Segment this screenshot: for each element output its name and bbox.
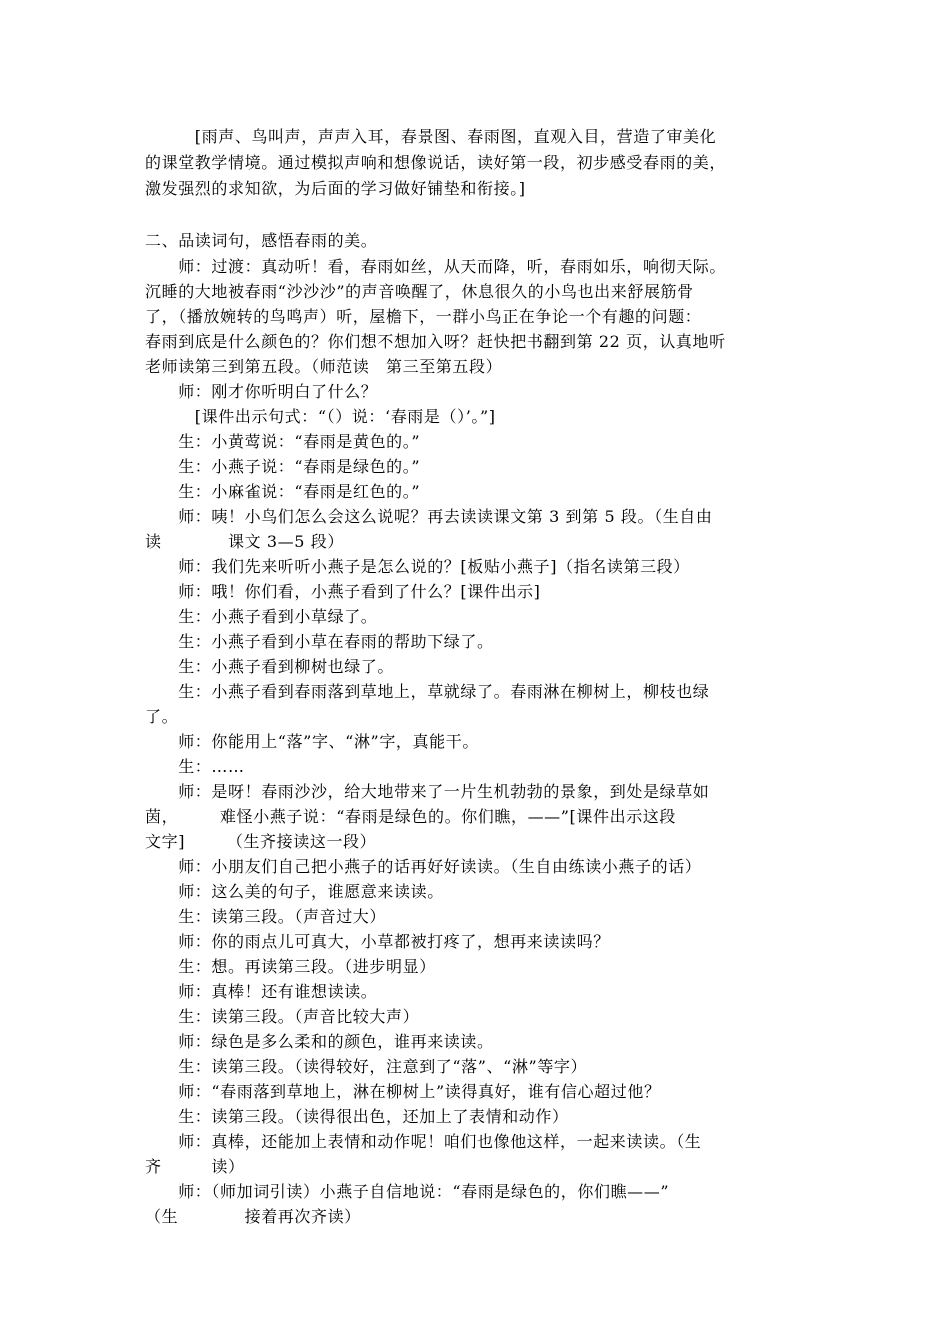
dialogue-line: 师：刚才你听明白了什么？ xyxy=(145,382,378,401)
dialogue-line: 生：小燕子看到柳树也绿了。 xyxy=(145,657,395,676)
dialogue-line: 生：小燕子看到春雨落到草地上，草就绿了。春雨淋在柳树上，柳枝也绿 xyxy=(145,682,710,701)
dialogue-line: 齐 读） xyxy=(145,1157,245,1176)
dialogue-line: 生：读第三段。（声音比较大声） xyxy=(145,1007,420,1026)
dialogue-line: 生：小麻雀说：“春雨是红色的。” xyxy=(145,482,421,501)
dialogue-line: 了，（播放婉转的鸟鸣声）听，屋檐下，一群小鸟正在争论一个有趣的问题： xyxy=(145,307,702,326)
paragraph-commentary-line-2: 的课堂教学情境。通过模拟声响和想像说话，读好第一段，初步感受春雨的美， xyxy=(145,153,727,172)
section-heading: 二、品读词句，感悟春雨的美。 xyxy=(145,231,378,250)
dialogue-line: 老师读第三到第五段。（师范读 第三至第五段） xyxy=(145,357,503,376)
dialogue-line: 师：真棒，还能加上表情和动作呢！咱们也像他这样，一起来读读。（生 xyxy=(145,1132,702,1151)
dialogue-line: 读 课文 3—5 段） xyxy=(145,532,344,551)
dialogue-line: 师：是呀！春雨沙沙，给大地带来了一片生机勃勃的景象，到处是绿草如 xyxy=(145,782,710,801)
dialogue-line: 生：读第三段。（读得很出色，还加上了表情和动作） xyxy=(145,1107,569,1126)
dialogue-line: 师：你的雨点儿可真大，小草都被打疼了，想再来读读吗？ xyxy=(145,932,610,951)
dialogue-line: 生：小黄莺说：“春雨是黄色的。” xyxy=(145,432,421,451)
dialogue-line: 茵， 难怪小燕子说：“春雨是绿色的。你们瞧，——”[课件出示这段 xyxy=(145,807,677,826)
dialogue-line: 师：我们先来听听小燕子是怎么说的？[板贴小燕子]（指名读第三段） xyxy=(145,557,690,576)
dialogue-line: 沉睡的大地被春雨“沙沙沙”的声音唤醒了，休息很久的小鸟也出来舒展筋骨 xyxy=(145,282,694,301)
dialogue-line: 生：想。再读第三段。（进步明显） xyxy=(145,957,436,976)
dialogue-line: 师：过渡：真动听！看，春雨如丝，从天而降，听，春雨如乐，响彻天际。 xyxy=(145,257,727,276)
dialogue-line: 生：小燕子看到小草在春雨的帮助下绿了。 xyxy=(145,632,494,651)
dialogue-line: 文字] （生齐接读这一段） xyxy=(145,832,377,851)
dialogue-line: 了。 xyxy=(145,707,179,726)
dialogue-line: 生：小燕子看到小草绿了。 xyxy=(145,607,378,626)
dialogue-line: 生：小燕子说：“春雨是绿色的。” xyxy=(145,457,421,476)
dialogue-line: 师：小朋友们自己把小燕子的话再好好读读。（生自由练读小燕子的话） xyxy=(145,857,702,876)
dialogue-line: （生 接着再次齐读） xyxy=(145,1207,361,1226)
dialogue-line: 春雨到底是什么颜色的？你们想不想加入呀？赶快把书翻到第 22 页，认真地听 xyxy=(145,332,726,351)
dialogue-line: 生：读第三段。（声音过大） xyxy=(145,907,387,926)
dialogue-line: 师：这么美的句子，谁愿意来读读。 xyxy=(145,882,444,901)
dialogue-line: 师：（师加词引读）小燕子自信地说：“春雨是绿色的，你们瞧——” xyxy=(145,1182,670,1201)
dialogue-line: 师：绿色是多么柔和的颜色，谁再来读读。 xyxy=(145,1032,494,1051)
dialogue-line: 师：哦！你们看，小燕子看到了什么？[课件出示] xyxy=(145,582,541,601)
dialogue-line: 生：读第三段。（读得较好，注意到了“落”、“淋”等字） xyxy=(145,1057,588,1076)
courseware-prompt: [课件出示句式：“（）说：‘春雨是（）’。”] xyxy=(145,407,496,426)
dialogue-line: 师：你能用上“落”字、“淋”字，真能干。 xyxy=(145,732,479,751)
dialogue-line: 师：真棒！还有谁想读读。 xyxy=(145,982,378,1001)
dialogue-line: 师：“春雨落到草地上，淋在柳树上”读得真好，谁有信心超过他？ xyxy=(145,1082,661,1101)
paragraph-commentary-line-3: 激发强烈的求知欲，为后面的学习做好铺垫和衔接。] xyxy=(145,179,526,198)
dialogue-line: 师：咦！小鸟们怎么会这么说呢？再去读读课文第 3 到第 5 段。（生自由 xyxy=(145,507,713,526)
paragraph-commentary-line-1: [雨声、鸟叫声，声声入耳，春景图、春雨图，直观入目，营造了审美化 xyxy=(145,127,717,146)
dialogue-line: 生：…… xyxy=(145,757,245,776)
